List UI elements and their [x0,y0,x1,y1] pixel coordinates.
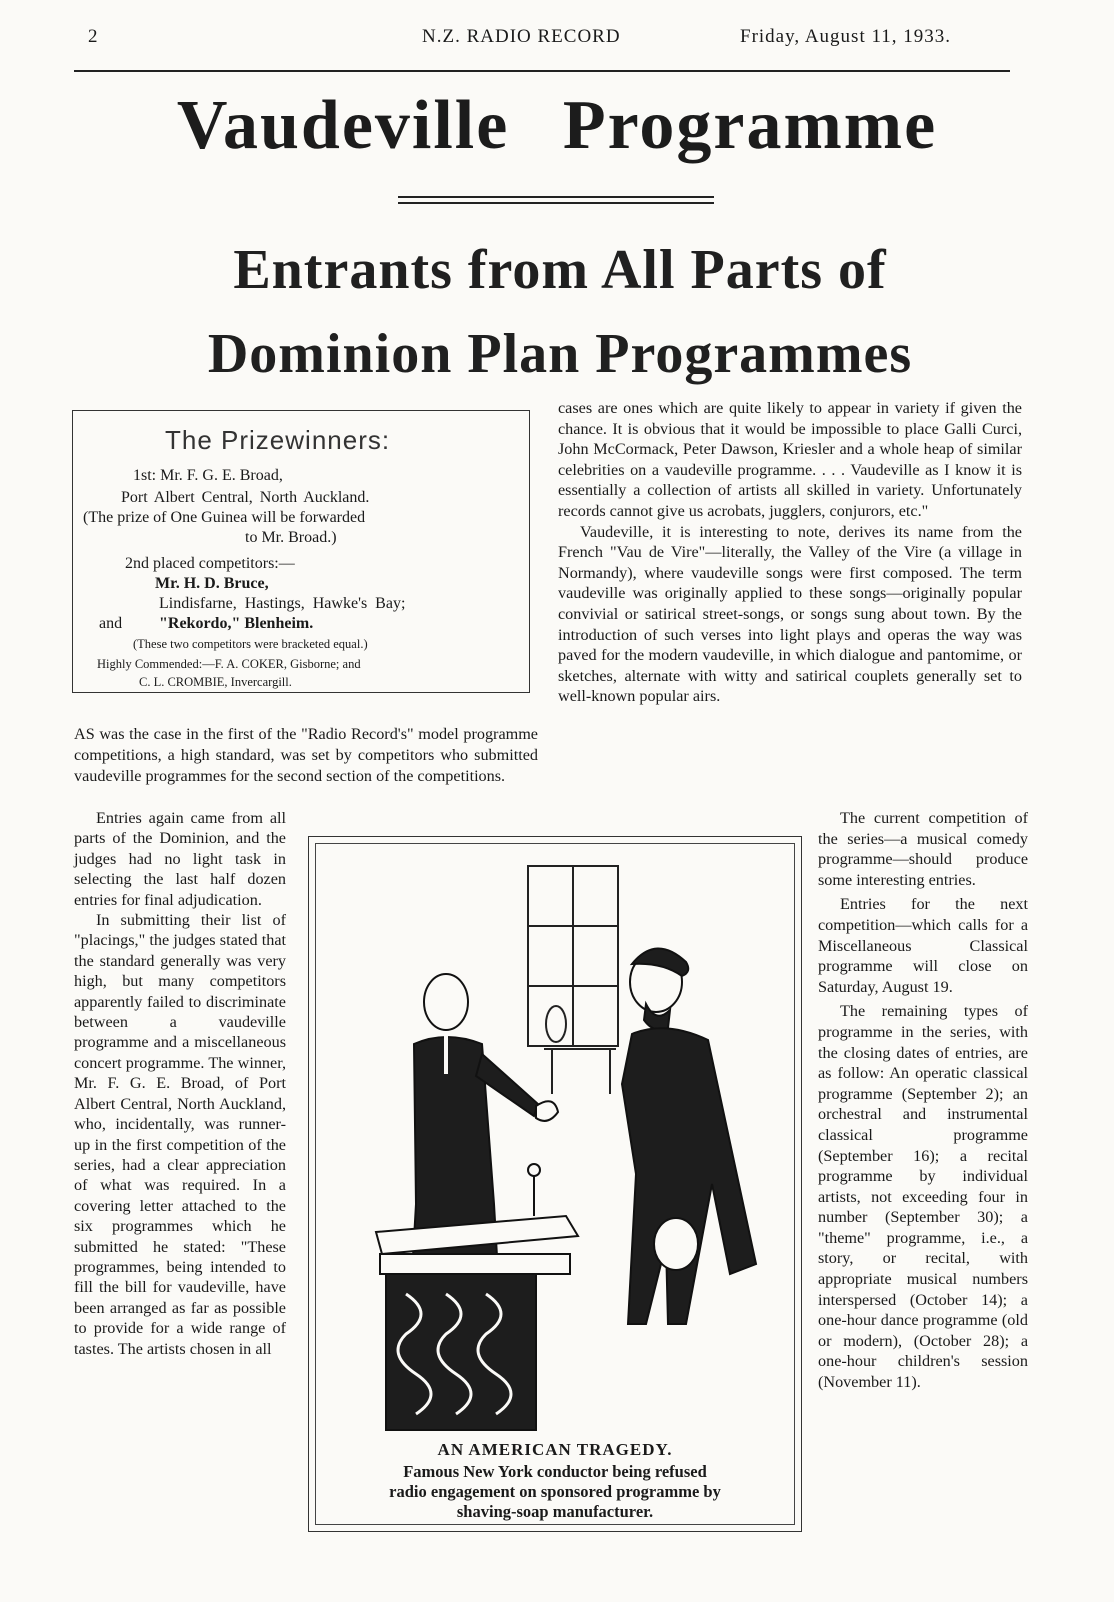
prize-note-line-2: to Mr. Broad.) [245,529,337,546]
article-column-right [818,808,1028,1393]
title-divider-bottom [398,202,714,204]
article-paragraph: In submitting their list of "placings," the judges stated that the standard generally was very high, but many competitors apparently failed to discriminate between a vaudeville programme and a miscellaneous concert programme. The winner, Mr. F. G. E. Broad, of Port Albert Central, North Auckland, who, incidentally, was runner-up in the first competition of the series, had a clear appreciation of what was required. In a covering letter attached to the six programmes which he submitted he stated: "These programmes, being intended to fill the bill for vaudeville, have been arranged as far as possible to provide for a wide range of tastes. The artists chosen in all [74,911,286,1358]
second-placed-bruce: Mr. H. D. Bruce, [155,575,269,592]
and-label: and [99,615,123,632]
title-divider-top [398,196,714,198]
first-prize-address: Port Albert Central, North Auckland. [121,489,370,506]
highly-commended-line-1: Highly Commended:—F. A. COKER, Gisborne; and [97,657,361,671]
article-paragraph: The current competition of the series—a musical comedy programme—should produce some interesting entries. [818,809,1028,889]
article-paragraph: The remaining types of programme in the series, with the closing dates of entries, are as follow: An operatic classical programme (September 2); an orchestral and instrumental classical programme (September 16); a recital programme by individual artists, not exceeding four in number (September 30); a "theme" programme, i.e., a story, or recital, with appropriate musical numbers interspersed (October 14); a one-hour dance programme (old or modern), (October 28); a one-hour children's session (November 11). [818,1002,1028,1392]
cartoon-caption-line-1: Famous New York conductor being refused [403,1462,707,1481]
page-number: 2 [88,26,99,47]
side-table-drawing [544,1006,616,1094]
cartoon-caption-line-2: radio engagement on sponsored programme by [389,1482,721,1501]
header-rule [74,70,1010,72]
article-column-top-right [558,398,1022,707]
cartoon-caption-line-3: shaving-soap manufacturer. [456,1502,654,1521]
cartoon-inner-frame [315,843,795,1525]
subheadline-line-2: Dominion Plan Programmes [207,323,913,385]
headline: Vaudeville Programme [176,87,938,164]
second-placed-heading: 2nd placed competitors:— [125,555,295,572]
subheadline [60,228,1060,396]
window-drawing [528,866,618,1046]
article-column-left [74,808,286,1359]
cartoon-caption [316,1462,794,1522]
cartoon-frame [308,836,802,1532]
article-paragraph: cases are ones which are quite likely to appear in variety if given the chance. It is obvious that it would be impossible to place Galli Curci, John McCormack, Peter Dawson, Kriesler and a whole heap of similar celebrities on a vaudeville programme. . . . Vaudeville as I know it is essentially a collection of artists all skilled in variety. Unfortunately records cannot give us acrobats, jugglers, conjurors, etc." [558,399,1022,520]
prizewinners-heading: The Prizewinners: [165,425,391,455]
first-prize: 1st: Mr. F. G. E. Broad, [133,467,283,484]
issue-date: Friday, August 11, 1933. [740,26,952,47]
article-paragraph: Vaudeville, it is interesting to note, derives its name from the French "Vau de Vire"—literally, the Valley of the Vire (a village in Normandy), where vaudeville songs were first composed. The term vaudeville was originally applied to these songs—originally popular convivial or satirical street-songs, or songs sung about town. By the introduction of such verses into light plays and operas the way was paved for the modern vaudeville, in which dialogue and pantomime, or sketches, alternate with witty and satirical couplets generally set to well-known popular airs. [558,522,1022,706]
cartoon-caption-title: AN AMERICAN TRAGEDY. [437,1440,673,1459]
prize-note-line-1: (The prize of One Guinea will be forwarded [83,509,366,526]
bracketed-note: (These two competitors were bracketed equal.) [133,637,368,651]
second-placed-rekordo: "Rekordo," Blenheim. [159,615,314,632]
cartoon-illustration [316,844,796,1440]
article-paragraph: Entries for the next competition—which calls for a Miscellaneous Classical programme will close on Saturday, August 19. [818,895,1028,996]
subheadline-line-1: Entrants from All Parts of [233,239,887,301]
highly-commended-line-2: C. L. CROMBIE, Invercargill. [139,675,292,689]
article-paragraph: Entries again came from all parts of the Dominion, and the judges had no light task in selecting the last half dozen entries for final adjudication. [74,809,286,909]
second-placed-bruce-address: Lindisfarne, Hastings, Hawke's Bay; [159,595,406,612]
intro-paragraph: AS was the case in the first of the "Radio Record's" model programme competitions, a high standard, was set by competitors who submitted vaudeville programmes for the second section of the competitions. [74,725,538,785]
article-intro [74,724,538,787]
publication-name: N.Z. RADIO RECORD [422,26,621,47]
manufacturer-figure [622,948,756,1324]
prizewinners-box [72,410,530,693]
